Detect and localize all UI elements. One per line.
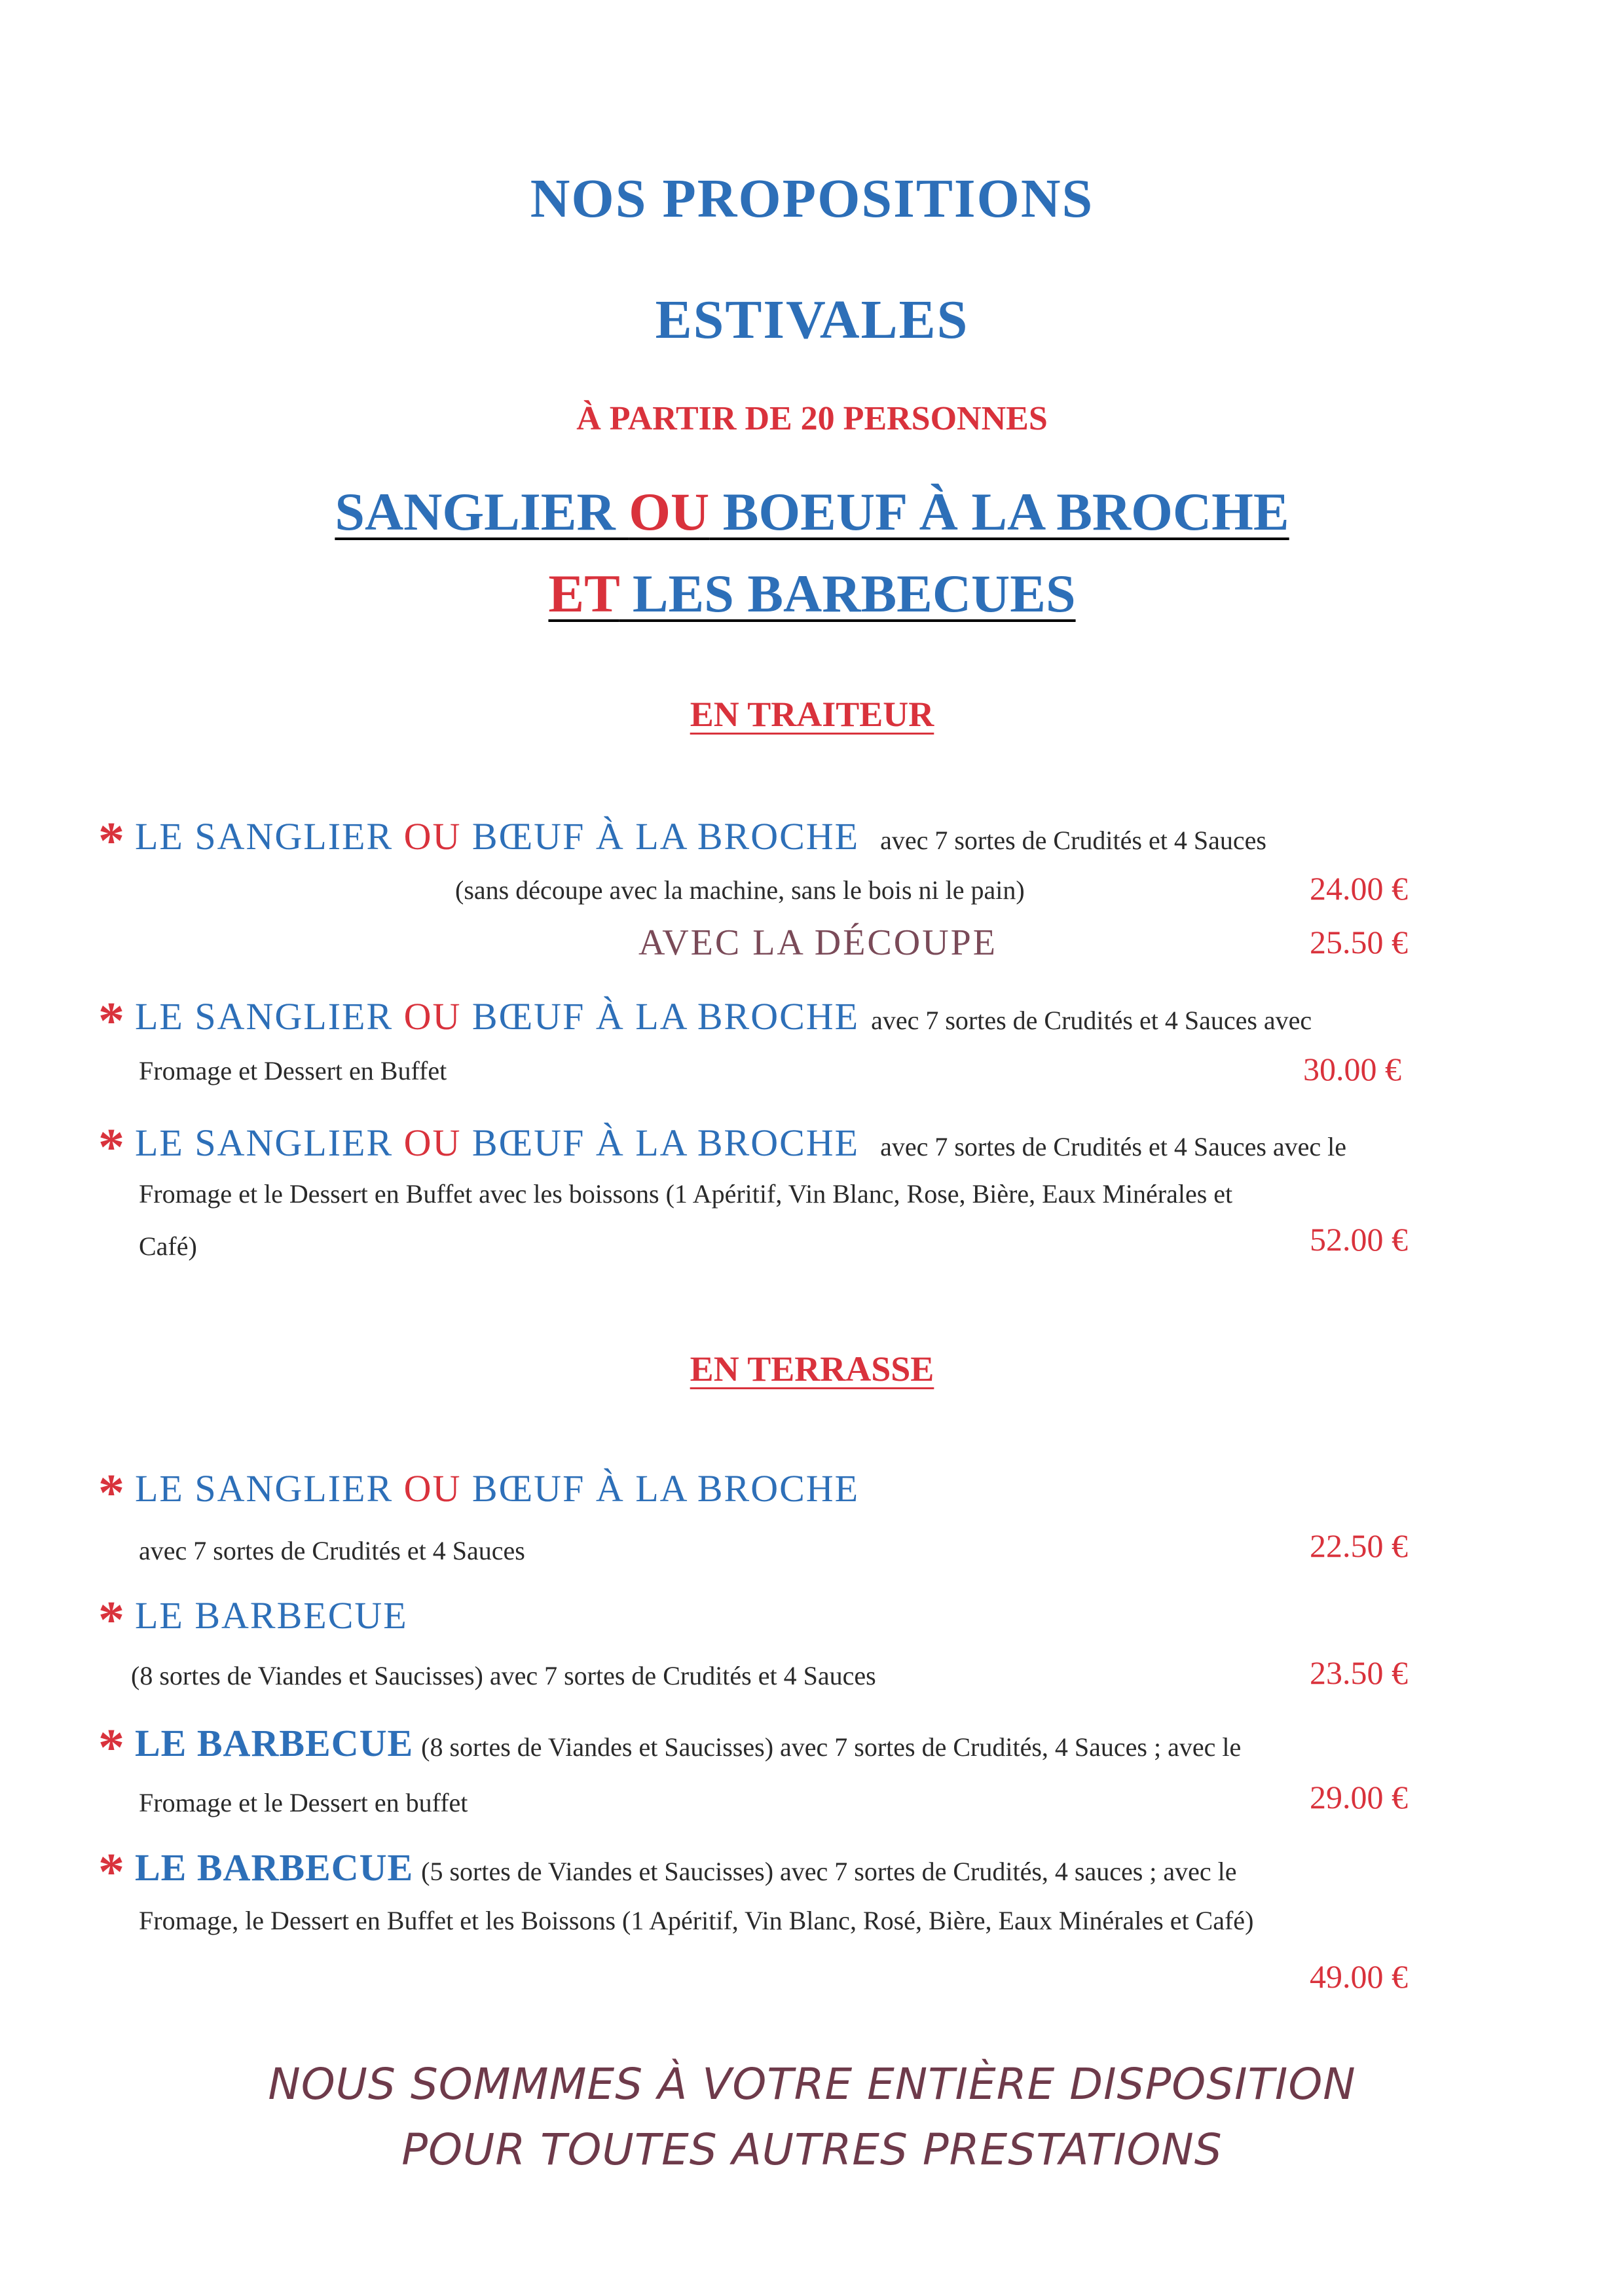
item-description: avec 7 sortes de Crudités et 4 Sauces [139, 1536, 525, 1565]
page-subtitle: À PARTIR DE 20 PERSONNES [576, 400, 1048, 437]
main-heading-ou: OU [629, 482, 710, 541]
item-description-cont: Café) [139, 1231, 197, 1261]
main-heading-line1 [0, 481, 1624, 543]
item-title-part: LE SANGLIER [135, 1467, 404, 1510]
item-description-cont: Fromage et le Dessert en Buffet avec les boissons (1 Apéritif, Vin Blanc, Rose, Bière, Eaux Minérales et [139, 1179, 1233, 1209]
item-title-part: LE SANGLIER [135, 815, 404, 858]
item-title-part: BŒUF À LA BROCHE [461, 1121, 860, 1164]
menu-item-traiteur-2 [98, 992, 1312, 1051]
item-title-part: BŒUF À LA BROCHE [461, 995, 860, 1038]
star-icon: * [98, 812, 124, 870]
item-description: (8 sortes de Viandes et Saucisses) avec 7 sortes de Crudités, 4 Sauces ; avec le [421, 1732, 1242, 1762]
item-description: avec 7 sortes de Crudités et 4 Sauces avec [871, 1006, 1312, 1035]
star-icon: * [98, 1844, 124, 1901]
footer-line1: NOUS SOMMMES À VOTRE ENTIÈRE DISPOSITION [268, 2059, 1356, 2109]
item-title-ou: OU [403, 1467, 462, 1510]
main-heading-part: LES BARBECUES [619, 564, 1076, 623]
menu-item-traiteur-1 [98, 812, 1266, 871]
item-price: 22.50 € [1310, 1527, 1408, 1564]
item-description: (8 sortes de Viandes et Saucisses) avec 7 sortes de Crudités et 4 Sauces [131, 1661, 876, 1690]
main-heading-part: SANGLIER [335, 482, 629, 541]
menu-item-terrasse-1 [98, 1464, 859, 1523]
main-heading-part: BOEUF À LA BROCHE [709, 482, 1289, 541]
item-title-ou: OU [403, 995, 462, 1038]
item-title-part: BŒUF À LA BROCHE [461, 1467, 860, 1510]
item-price: 24.00 € [1310, 870, 1408, 907]
star-icon: * [98, 1719, 124, 1777]
main-heading-et: ET [548, 564, 619, 623]
footer-line2: POUR TOUTES AUTRES PRESTATIONS [401, 2124, 1223, 2175]
page-title-line2: ESTIVALES [655, 289, 969, 350]
item-description: avec 7 sortes de Crudités et 4 Sauces avec le [880, 1132, 1347, 1161]
item-price: 30.00 € [1303, 1051, 1401, 1087]
item-price: 29.00 € [1310, 1779, 1408, 1815]
item-price: 23.50 € [1310, 1654, 1408, 1691]
star-icon: * [98, 1465, 124, 1522]
main-heading-line2 [0, 563, 1624, 625]
item-title-ou: OU [403, 815, 462, 858]
item-price: 49.00 € [1310, 1958, 1408, 1995]
item-title-part: LE SANGLIER [135, 995, 404, 1038]
star-icon: * [98, 1592, 124, 1649]
section-heading-terrasse: EN TERRASSE [690, 1349, 934, 1389]
item-description: (5 sortes de Viandes et Saucisses) avec 7 sortes de Crudités, 4 sauces ; avec le [421, 1857, 1237, 1886]
item-price: 52.00 € [1310, 1221, 1408, 1258]
menu-item-terrasse-2 [98, 1591, 408, 1650]
item-title: LE BARBECUE [135, 1594, 408, 1637]
star-icon: * [98, 1119, 124, 1176]
star-icon: * [98, 993, 124, 1050]
item-note: (sans découpe avec la machine, sans le bois ni le pain) [455, 875, 1025, 905]
item-title-part: BŒUF À LA BROCHE [461, 815, 860, 858]
menu-item-traiteur-3 [98, 1118, 1346, 1178]
item-option-label: AVEC LA DÉCOUPE [638, 922, 998, 963]
menu-item-terrasse-4 [98, 1843, 1237, 1903]
item-title: LE BARBECUE [135, 1846, 414, 1889]
item-description: avec 7 sortes de Crudités et 4 Sauces [880, 826, 1266, 855]
item-option-price: 25.50 € [1310, 924, 1408, 960]
section-heading-traiteur: EN TRAITEUR [690, 695, 934, 734]
item-description-cont: Fromage, le Dessert en Buffet et les Boissons (1 Apéritif, Vin Blanc, Rosé, Bière, Eaux Minérales et Café) [139, 1906, 1254, 1935]
item-title-part: LE SANGLIER [135, 1121, 404, 1164]
item-description-cont: Fromage et le Dessert en buffet [139, 1788, 468, 1817]
item-title: LE BARBECUE [135, 1722, 414, 1764]
menu-item-terrasse-3 [98, 1719, 1241, 1778]
page-title-line1: NOS PROPOSITIONS [530, 168, 1094, 229]
item-title-ou: OU [403, 1121, 462, 1164]
item-description-cont: Fromage et Dessert en Buffet [139, 1056, 447, 1085]
